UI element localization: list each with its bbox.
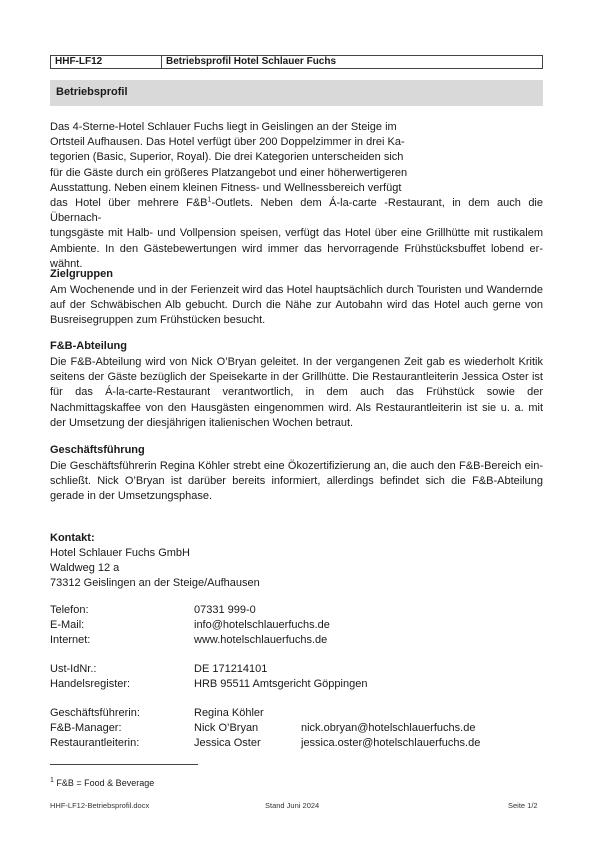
section-title-bar	[50, 80, 543, 106]
intro-line: Ortsteil Aufhausen. Das Hotel verfügt über 200 Doppelzimmer in drei Ka-	[50, 136, 405, 149]
detail-row: Ust-IdNr.: DE 171214101	[50, 663, 268, 675]
detail-row: Internet: www.hotelschlauerfuchs.de	[50, 634, 328, 646]
intro-line: für die Gäste durch ein größeres Platzangebot und einer höherwertigeren	[50, 166, 408, 179]
intro-wide-block	[50, 196, 543, 272]
detail-row: F&B-Manager: Nick O’Bryan nick.obryan@hotelschlauerfuchs.de	[50, 722, 476, 734]
footer-file: HHF-LF12-Betriebsprofil.docx	[50, 801, 150, 810]
footer-date: Stand Juni 2024	[265, 801, 320, 810]
detail-row: Handelsregister: HRB 95511 Amtsgericht Göppingen	[50, 678, 368, 690]
intro-line: Das 4-Sterne-Hotel Schlauer Fuchs liegt in Geislingen an der Steige im	[50, 121, 397, 133]
contact-company: Hotel Schlauer Fuchs GmbH	[50, 547, 190, 559]
fb-text: Die F&B-Abteilung wird von Nick O’Bryan geleitet. In der vergangenen Zeit gab es wiederholt Kritik seitens der Gäste bezüglich der Speisekarte in der Grillhütte. Die Restaurantleiterin Jessica Oster ist für das Á-la-carte-Restaurant verantwortlich, in dem auch das Frühstück sowie der Nachmittagskaffee von den Hausgästen eingenommen wird. Als Restaurantleiterin ist sie u. a. mit der Umsetzung der diesjährigen italienischen Wochen betraut.	[50, 356, 543, 429]
intro-line: tegorien (Basic, Superior, Royal). Die drei Kategorien unterscheiden sich	[50, 151, 404, 164]
footnote-divider	[50, 764, 198, 765]
contact-heading: Kontakt:	[50, 532, 95, 544]
detail-row: Telefon: 07331 999-0	[50, 604, 256, 616]
footnote-marker: 1	[207, 196, 212, 204]
intro-line: Ausstattung. Neben einem kleinen Fitness- und Wellnessbereich verfügt	[50, 181, 402, 194]
header-title: Betriebsprofil Hotel Schlauer Fuchs	[166, 56, 337, 67]
fb-heading: F&B-Abteilung	[50, 340, 127, 352]
website-link[interactable]: www.hotelschlauerfuchs.de	[194, 634, 328, 646]
email-link[interactable]: info@hotelschlauerfuchs.de	[194, 619, 330, 631]
intro-line-6: das Hotel über mehrere $F\&B^1$-Outlets. Neben dem Á-la-carte -Restaurant, in dem auch die Übernach-	[50, 196, 543, 225]
gf-text: Die Geschäftsführerin Regina Köhler strebt eine Ökozertifizierung an, die auch den F&B-Bereich ein-schließt. Nick O’Bryan ist darüber bereits informiert, allerdings befindet sich die F&B-Abteilung gerade in der Umsetzungsphase.	[50, 460, 543, 503]
contact-block	[50, 531, 260, 591]
gf-heading: Geschäftsführung	[50, 444, 145, 456]
detail-row: E-Mail: info@hotelschlauerfuchs.de	[50, 619, 330, 631]
email-link[interactable]: nick.obryan@hotelschlauerfuchs.de	[301, 722, 476, 734]
zielgruppen-heading: Zielgruppen	[50, 268, 113, 280]
header-table	[50, 55, 543, 69]
contact-street: Waldweg 12 a	[50, 562, 120, 574]
intro-rest: tungsgäste mit Halb- und Vollpension speisen, verfügt das Hotel über eine Grillhütte mit rustikalem Ambiente. In den Gästebewertungen wird immer das hervorragende Frühstücksbuffet lobend er-wähnt.	[50, 227, 543, 270]
detail-row: Geschäftsführerin: Regina Köhler	[50, 707, 264, 719]
contact-city: 73312 Geislingen an der Steige/Aufhausen	[50, 577, 260, 589]
section-title: Betriebsprofil	[56, 86, 128, 98]
email-link[interactable]: jessica.oster@hotelschlauerfuchs.de	[301, 737, 481, 749]
footer-page: Seite 1/2	[508, 801, 538, 810]
detail-row: Restaurantleiterin: Jessica Oster jessica.oster@hotelschlauerfuchs.de	[50, 737, 481, 749]
header-code: HHF-LF12	[51, 56, 162, 68]
intro-narrow-block	[50, 120, 412, 196]
footnote: $^1$ F&B = Food & Beverage	[50, 777, 155, 788]
zielgruppen-text: Am Wochenende und in der Ferienzeit wird das Hotel hauptsächlich durch Touristen und Wandernde auf der Schwäbischen Alb gebucht. Durch die Nähe zur Autobahn wird das Hotel auch gerne von Busreisegruppen zum Frühstücken besucht.	[50, 284, 543, 327]
